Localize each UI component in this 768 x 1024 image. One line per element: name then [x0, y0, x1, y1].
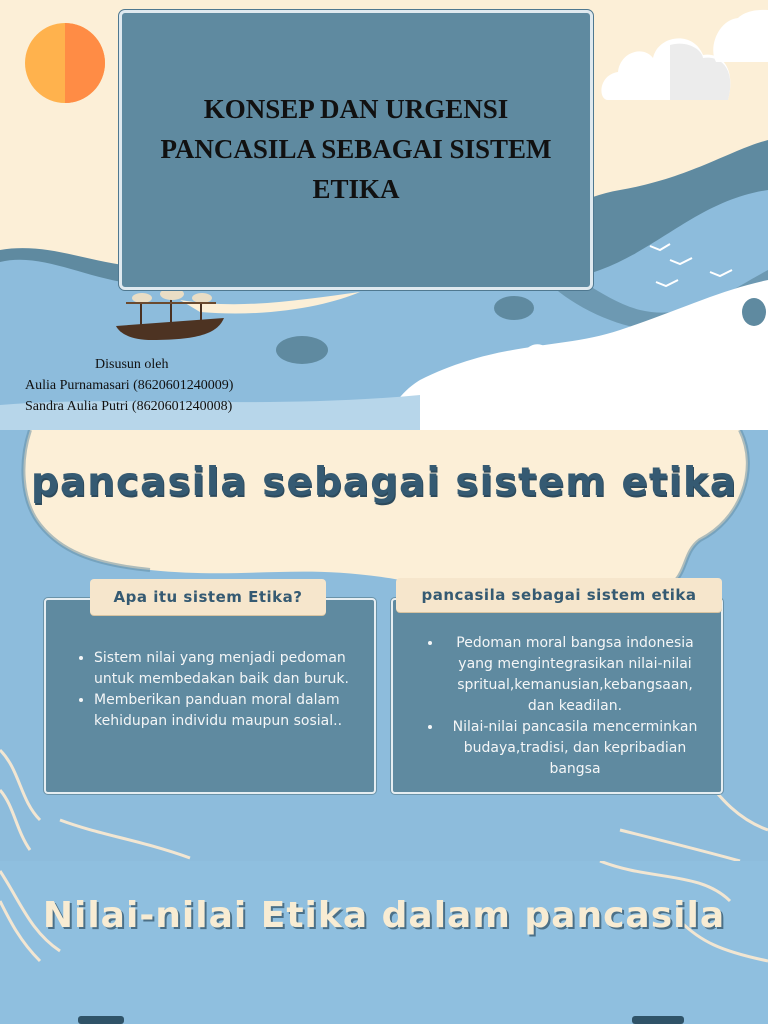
- slide2-heading: pancasila sebagai sistem etika: [30, 460, 738, 505]
- author-1: Aulia Purnamasari (8620601240009): [25, 378, 234, 393]
- card-what-is-ethics: [44, 598, 376, 794]
- whale-tail-icon: [514, 305, 674, 375]
- slide-ethics-system: [0, 430, 768, 861]
- slide3-heading: Nilai-nilai Etika dalam pancasila: [42, 895, 726, 936]
- birds-icon: [640, 238, 740, 293]
- list-item: • Memberikan panduan moral dalam kehidupan individu maupun sosial..: [94, 690, 374, 732]
- slide-title: [0, 0, 768, 430]
- card-pancasila-ethics: [391, 598, 723, 794]
- title-box: [119, 10, 593, 290]
- list-item: • Pedoman moral bangsa indonesia yang mengintegrasikan nilai-nilai spritual,kemanusian,kebangsaan, dan keadilan.: [443, 633, 707, 717]
- credits-label: Disusun oleh: [95, 357, 169, 372]
- sun-icon: [24, 22, 106, 104]
- tag-pancasila-ethics: pancasila sebagai sistem etika: [396, 578, 722, 612]
- credits: [25, 354, 233, 417]
- cloud-icon: [598, 0, 768, 115]
- slide-ethical-values: [0, 861, 768, 1024]
- list-item: • Sistem nilai yang menjadi pedoman untuk membedakan baik dan buruk.: [94, 648, 374, 690]
- list-item: • Nilai-nilai pancasila mencerminkan budaya,tradisi, dan kepribadian bangsa: [443, 717, 707, 780]
- page-title: KONSEP DAN URGENSI PANCASILA SEBAGAI SISTEM ETIKA: [160, 93, 552, 204]
- author-2: Sandra Aulia Putri (8620601240008): [25, 399, 233, 414]
- slide3-background: [0, 861, 768, 1024]
- tag-what-is-ethics: Apa itu sistem Etika?: [90, 579, 326, 615]
- ship-icon: [112, 288, 242, 346]
